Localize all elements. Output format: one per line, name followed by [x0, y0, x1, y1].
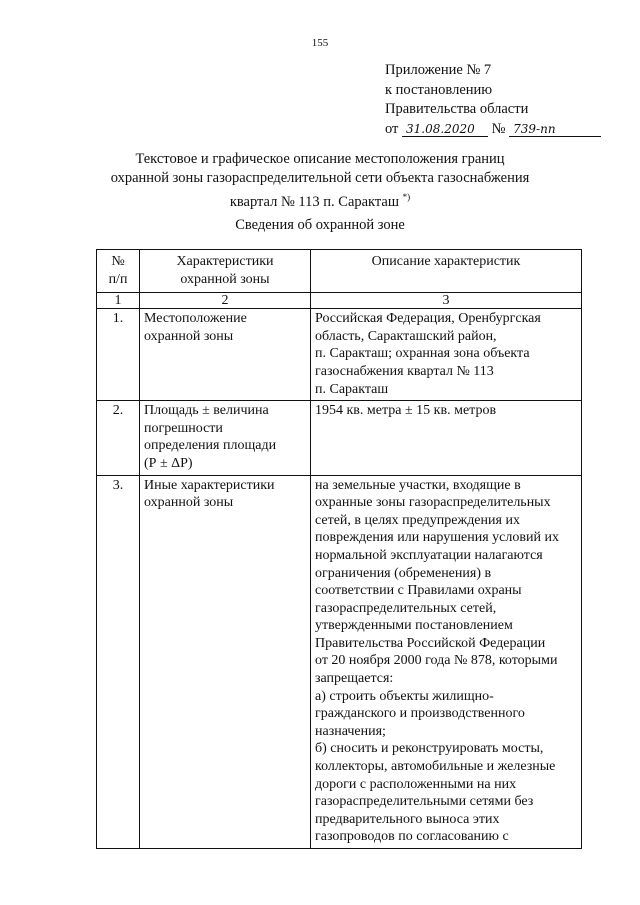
text-line: ограничения (обременения) в — [315, 565, 492, 581]
page-number: 155 — [311, 37, 329, 49]
text-line: повреждения или нарушения условий их — [315, 530, 559, 546]
appendix-title: Приложение № 7 — [385, 62, 492, 78]
section-subtitle: Сведения об охранной зоне — [235, 217, 405, 233]
text-line: дороги с расположенными на них — [315, 776, 517, 792]
header-char-line: охранной зоны — [180, 271, 270, 287]
appendix-resolution-line: к постановлению — [385, 81, 493, 98]
header-num-line: п/п — [108, 271, 128, 287]
text-line: б) сносить и реконструировать мосты, — [315, 741, 544, 757]
handwritten-number: 739-пп — [509, 122, 601, 137]
text-line: газоснабжения квартал № 113 — [315, 363, 494, 379]
text-line: на земельные участки, входящие в — [315, 477, 521, 493]
text-line: охранной зоны — [144, 495, 234, 511]
text-line: газораспределительных сетей, — [315, 600, 497, 616]
row-characteristic — [140, 475, 311, 848]
row-number: 1. — [97, 309, 140, 401]
text-line: коллекторы, автомобильные и железные — [315, 759, 556, 775]
header-char-line: Характеристики — [176, 254, 274, 269]
text-line: назначения; — [315, 723, 386, 739]
appendix-date-line — [385, 120, 601, 140]
header-num — [97, 250, 140, 293]
text-line: утвержденными постановлением — [315, 618, 513, 634]
text-line: охранной зоны — [144, 328, 234, 344]
appendix-block — [385, 61, 601, 139]
number-label: № — [491, 120, 506, 137]
table-header-row — [97, 250, 582, 293]
text-line: Иные характеристики — [144, 477, 275, 493]
header-characteristics — [140, 250, 311, 293]
text-line: запрещается: — [315, 671, 394, 687]
title-line-3 — [60, 188, 580, 212]
from-label: от — [385, 120, 399, 137]
text-line: предварительного выноса этих — [315, 811, 500, 827]
row-description — [311, 401, 582, 475]
row-description — [311, 309, 582, 401]
column-number: 3 — [311, 293, 582, 309]
text-line: от 20 ноября 2000 года № 878, которыми — [315, 653, 558, 669]
text-line: охранные зоны газораспределительных — [315, 495, 551, 511]
row-characteristic — [140, 309, 311, 401]
document-title — [60, 150, 580, 212]
text-line: п. Саракташ; охранная зона объекта — [315, 346, 530, 362]
text-line: область, Саракташский район, — [315, 328, 497, 344]
column-number: 1 — [97, 293, 140, 309]
text-line: а) строить объекты жилищно- — [315, 688, 494, 704]
row-number: 2. — [97, 401, 140, 475]
text-line: Местоположение — [144, 311, 247, 327]
text-line: (Р ± ΔР) — [144, 455, 193, 471]
row-description — [311, 475, 582, 848]
text-line: Правительства Российской Федерации — [315, 635, 546, 651]
text-line: соответствии с Правилами охраны — [315, 583, 522, 599]
title-line-2: охранной зоны газораспределительной сети объекта газоснабжения — [110, 170, 530, 186]
text-line: нормальной эксплуатации налагаются — [315, 547, 543, 563]
text-line: газопроводов по согласованию с — [315, 829, 509, 845]
header-description: Описание характеристик — [311, 250, 582, 293]
text-line: погрешности — [144, 420, 223, 436]
column-number-row — [97, 293, 582, 309]
table-row — [97, 309, 582, 401]
text-line: Российская Федерация, Оренбургская — [315, 311, 541, 327]
appendix-government-line: Правительства области — [385, 101, 529, 117]
title-line-1: Текстовое и графическое описание местоположения границ — [135, 151, 505, 167]
text-line: п. Саракташ — [315, 381, 389, 397]
zone-info-table — [96, 249, 582, 849]
handwritten-date: 31.08.2020 — [402, 122, 488, 137]
text-line: Площадь ± величина — [144, 403, 269, 419]
text-line: гражданского и производственного — [315, 706, 525, 722]
text-line: газораспределительными сетями без — [315, 794, 534, 810]
row-number: 3. — [97, 475, 140, 848]
column-number: 2 — [140, 293, 311, 309]
header-num-line: № — [111, 254, 125, 269]
text-line: сетей, в целях предупреждения их — [315, 512, 520, 528]
text-line: определения площади — [144, 438, 277, 454]
table-row — [97, 475, 582, 848]
table-row — [97, 401, 582, 475]
title-line-3-text: квартал № 113 п. Саракташ — [229, 193, 400, 210]
text-line: 1954 кв. метра ± 15 кв. метров — [315, 403, 497, 419]
footnote-mark: *) — [402, 192, 411, 202]
row-characteristic — [140, 401, 311, 475]
